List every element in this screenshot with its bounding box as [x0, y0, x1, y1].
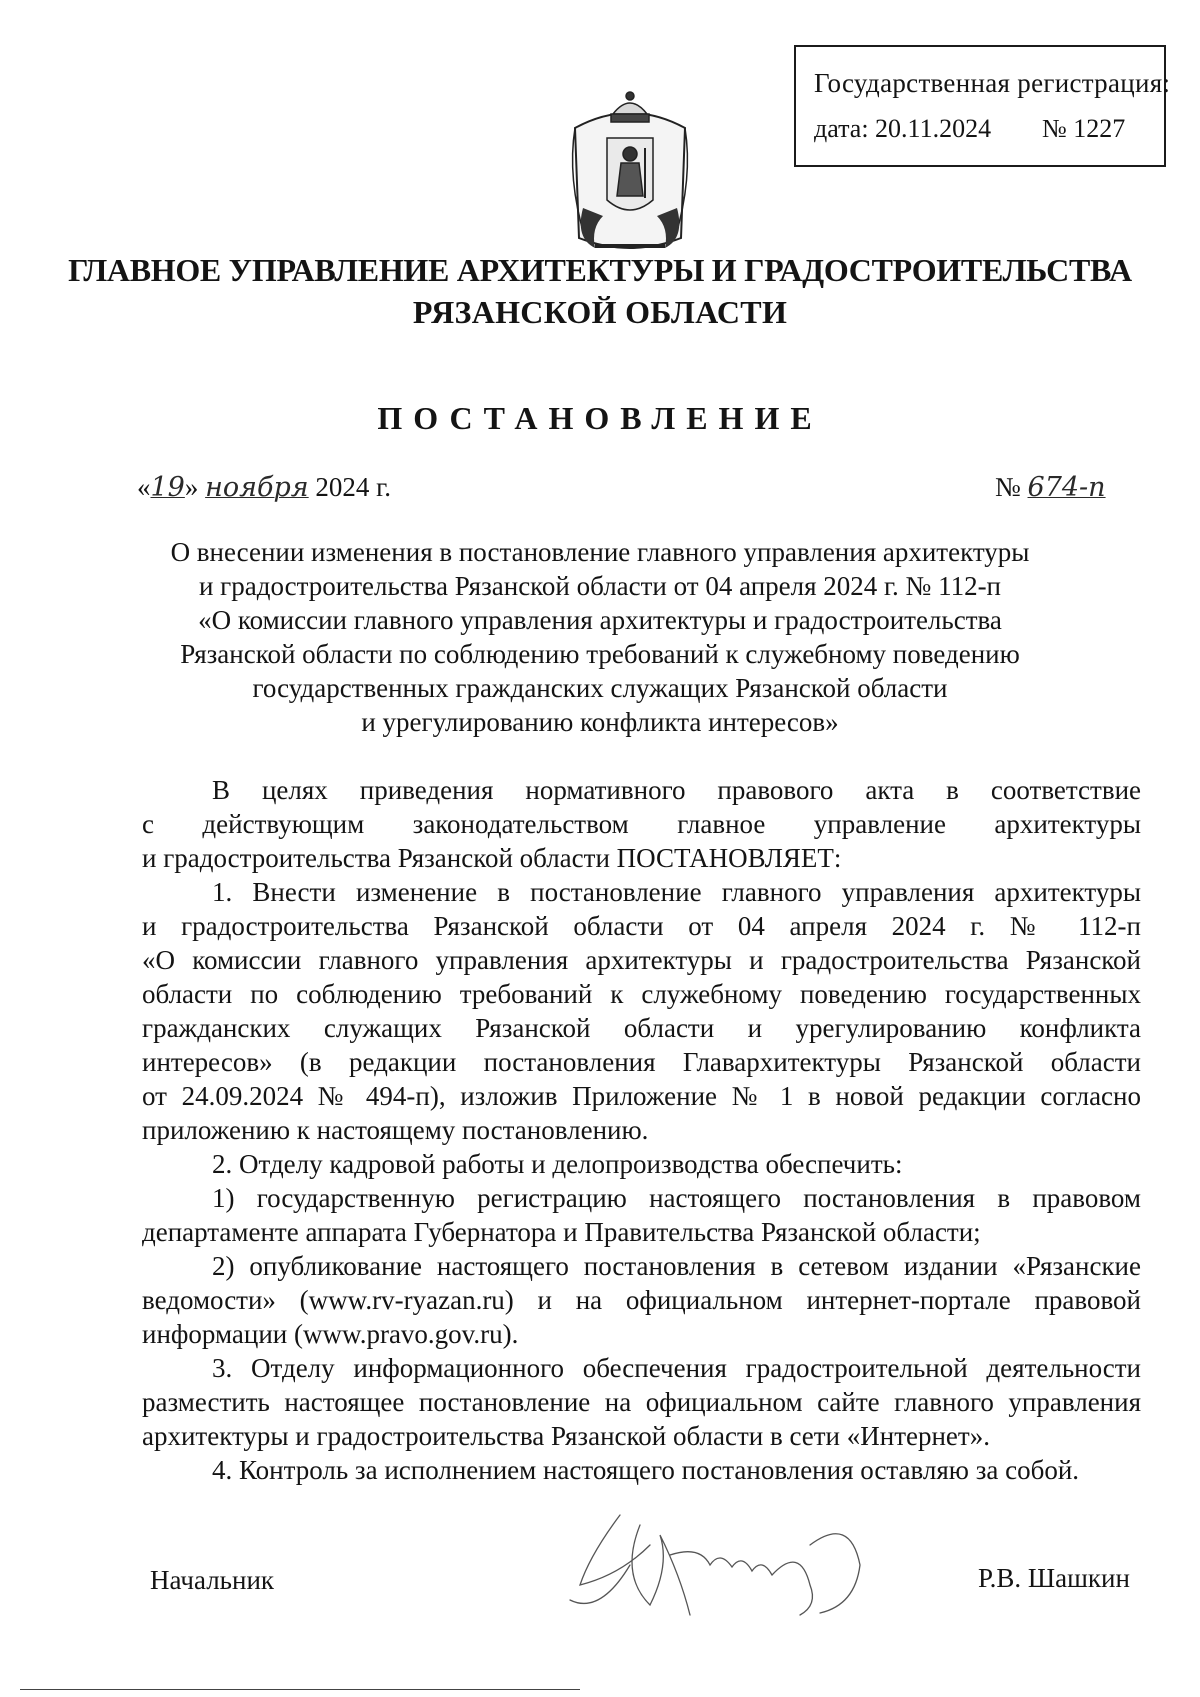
body-line: 2) опубликование настоящего постановления в сетевом издании «Рязанские [212, 1251, 1141, 1281]
document-date [137, 472, 391, 503]
body-line: 2. Отделу кадровой работы и делопроизводства обеспечить: [212, 1149, 903, 1179]
page-bottom-rule [20, 1689, 580, 1690]
document-number [995, 472, 1106, 503]
body-line: гражданских служащих Рязанской области и урегулированию конфликта [142, 1013, 1141, 1043]
subject-line: О внесении изменения в постановление главного управления архитектуры [170, 537, 1030, 567]
signatory-position: Начальник [150, 1565, 275, 1595]
body-line: и градостроительства Рязанской области ПОСТАНОВЛЯЕТ: [142, 843, 842, 873]
registration-date: дата: 20.11.2024 [814, 114, 992, 143]
subject-line: «О комиссии главного управления архитектуры и градостроительства [198, 605, 1002, 635]
number-sign: № [995, 472, 1021, 502]
document-type-title: ПОСТАНОВЛЕНИЕ [377, 400, 823, 436]
date-day-handwritten: 19 [150, 472, 185, 503]
document-number-handwritten: 674-п [1027, 472, 1106, 503]
signatory-name: Р.В. Шашкин [978, 1563, 1130, 1593]
subject-line: и урегулированию конфликта интересов» [361, 707, 839, 737]
registration-number: № 1227 [1042, 114, 1126, 143]
organization-name-line1: ГЛАВНОЕ УПРАВЛЕНИЕ АРХИТЕКТУРЫ И ГРАДОСТРОИТЕЛЬСТВА [68, 252, 1132, 288]
body-line: департаменте аппарата Губернатора и Правительства Рязанской области; [142, 1217, 981, 1247]
subject-line: Рязанской области по соблюдению требований к служебному поведению [180, 639, 1020, 669]
body-line: и градостроительства Рязанской области от 04 апреля 2024 г. № 112-п [142, 911, 1141, 941]
body-line: с действующим законодательством главное управление архитектуры [142, 809, 1141, 839]
organization-name-line2: РЯЗАНСКОЙ ОБЛАСТИ [412, 294, 788, 330]
body-line: области по соблюдению требований к служебному поведению государственных [142, 979, 1141, 1009]
body-line: архитектуры и градостроительства Рязанской области в сети «Интернет». [142, 1421, 990, 1451]
body-line: 3. Отделу информационного обеспечения градостроительной деятельности [212, 1353, 1141, 1383]
body-line: от 24.09.2024 № 494-п), изложив Приложение № 1 в новой редакции согласно [142, 1081, 1141, 1111]
body-line: 4. Контроль за исполнением настоящего постановления оставляю за собой. [212, 1455, 1080, 1485]
date-open-quote: « [137, 472, 151, 502]
handwritten-signature-icon [560, 1505, 920, 1625]
date-year: 2024 г. [315, 472, 391, 502]
body-line: В целях приведения нормативного правового акта в соответствие [212, 775, 1141, 805]
date-month-handwritten: ноября [205, 472, 309, 503]
registration-title: Государственная регистрация: [814, 68, 1171, 98]
body-line: ведомости» (www.rv-ryazan.ru) и на официальном интернет-портале правовой [142, 1285, 1141, 1315]
subject-line: и градостроительства Рязанской области от 04 апреля 2024 г. № 112-п [198, 571, 1002, 601]
body-line: интересов» (в редакции постановления Главархитектуры Рязанской области [142, 1047, 1141, 1077]
subject-line: государственных гражданских служащих Рязанской области [252, 673, 948, 703]
date-close-quote: » [184, 472, 199, 502]
coat-of-arms-icon [555, 88, 705, 256]
body-line: приложению к настоящему постановлению. [142, 1115, 649, 1145]
body-line: 1) государственную регистрацию настоящего постановления в правовом [212, 1183, 1141, 1213]
registration-stamp [794, 45, 1166, 167]
body-line: «О комиссии главного управления архитектуры и градостроительства Рязанской [142, 945, 1141, 975]
body-line: 1. Внести изменение в постановление главного управления архитектуры [212, 877, 1141, 907]
body-line: разместить настоящее постановление на официальном сайте главного управления [142, 1387, 1141, 1417]
body-line: информации (www.pravo.gov.ru). [142, 1319, 519, 1349]
